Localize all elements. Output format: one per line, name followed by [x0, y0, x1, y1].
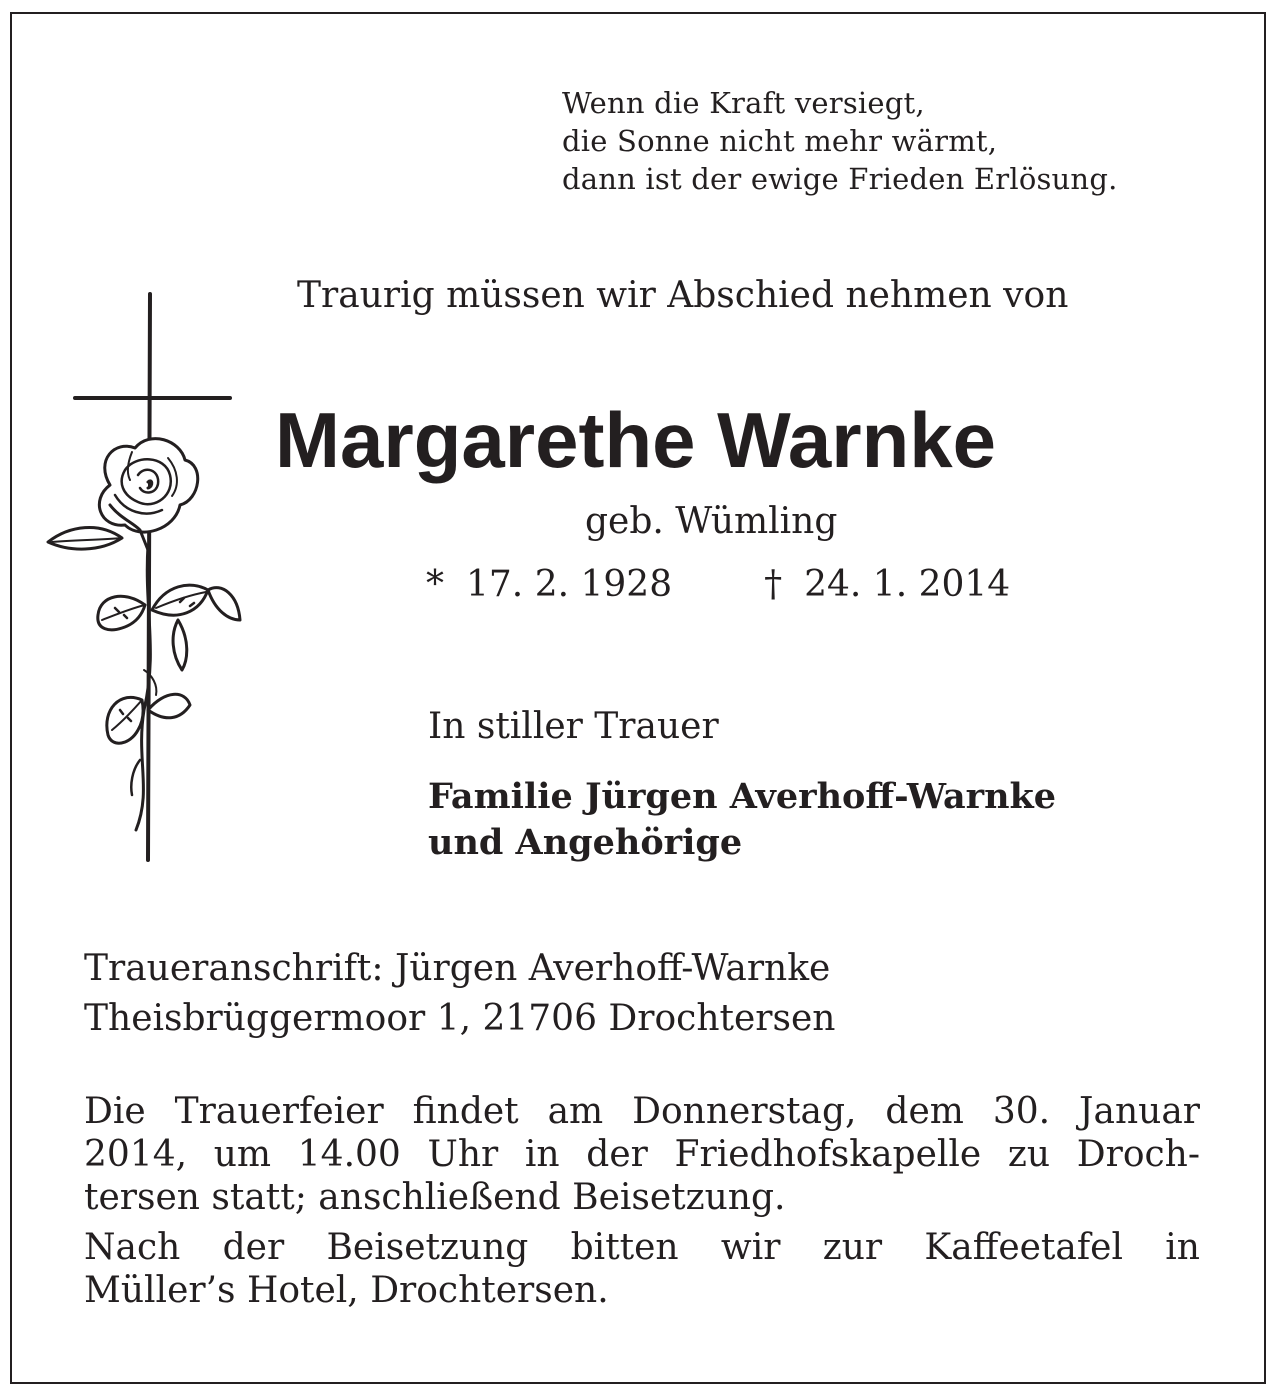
address-line: Traueranschrift: Jürgen Averhoff-Warnke	[84, 948, 831, 989]
poem-line: dann ist der ewige Frieden Erlösung.	[562, 162, 1118, 196]
mourners-block	[428, 774, 1056, 866]
poem-line: die Sonne nicht mehr wärmt,	[562, 124, 998, 158]
ceremony-line: Die Trauerfeier findet am Donnerstag, dem 30. Januar	[84, 1091, 1200, 1132]
address-line: Theisbrüggermoor 1, 21706 Drochtersen	[84, 998, 836, 1039]
birth-symbol: *	[426, 564, 444, 605]
coffee-line: Nach der Beisetzung bitten wir zur Kaffeetafel in	[84, 1227, 1200, 1268]
death-symbol: †	[764, 564, 783, 605]
birth-name: geb. Wümling	[585, 501, 838, 542]
ceremony-line: tersen statt; anschließend Beisetzung.	[84, 1177, 786, 1218]
ceremony-line: 2014, um 14.00 Uhr in der Friedhofskapelle zu Droch-	[84, 1134, 1200, 1175]
cross-with-rose-icon	[40, 290, 250, 865]
mourners-line: Familie Jürgen Averhoff-Warnke	[428, 776, 1057, 817]
birth-date: 17. 2. 1928	[466, 564, 673, 605]
death-date: 24. 1. 2014	[804, 564, 1011, 605]
poem	[562, 84, 1118, 198]
coffee-line: Müller’s Hotel, Drochtersen.	[84, 1270, 609, 1311]
mourning-address	[84, 944, 835, 1044]
farewell-intro: Traurig müssen wir Abschied nehmen von	[297, 275, 1069, 316]
poem-line: Wenn die Kraft versiegt,	[562, 86, 925, 120]
mourning-intro: In stiller Trauer	[428, 706, 719, 747]
life-dates	[426, 562, 1010, 608]
ceremony-paragraph	[84, 1090, 1200, 1219]
coffee-paragraph	[84, 1226, 1200, 1312]
deceased-name: Margarethe Warnke	[275, 396, 997, 484]
mourners-line: und Angehörige	[428, 822, 743, 863]
